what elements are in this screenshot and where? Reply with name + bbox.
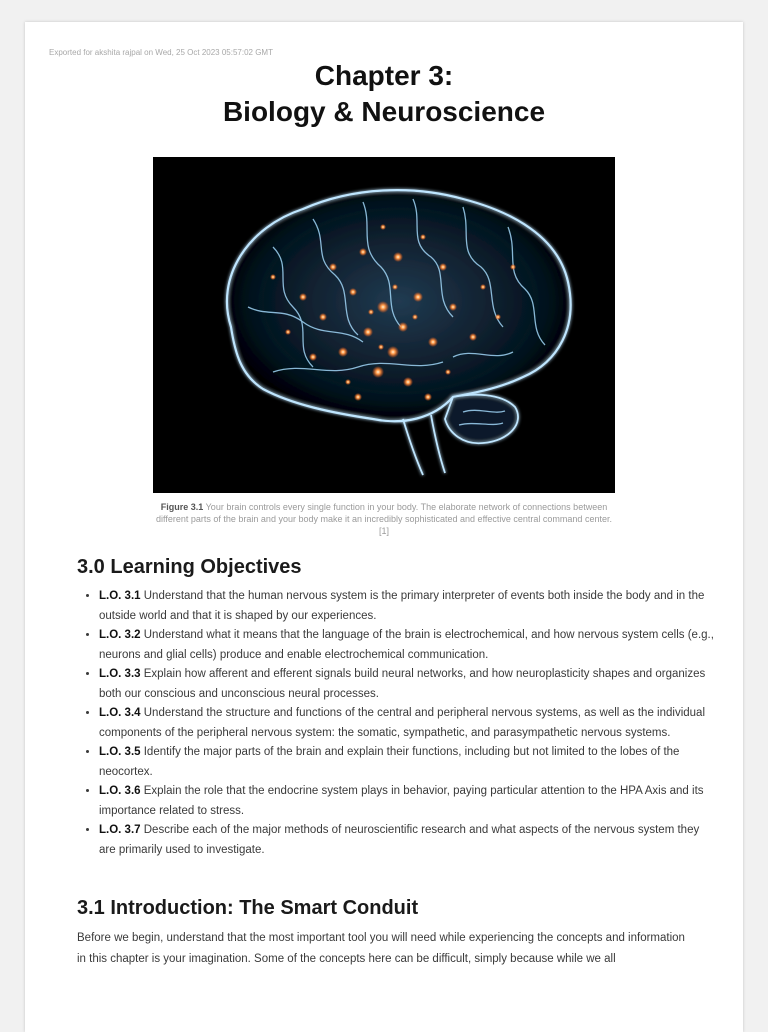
objective-code: L.O. 3.5: [99, 746, 141, 758]
objective-text: Understand what it means that the language of the brain is electrochemical, and how nervous system cells (e.g., neurons and glial cells) produce and enable electrochemical communication.: [99, 629, 714, 661]
list-item: [99, 626, 715, 665]
objective-text: Understand that the human nervous system is the primary interpreter of events both inside the body and in the outside world and that it is shaped by our experiences.: [99, 590, 705, 622]
learning-objectives-list: [77, 587, 715, 860]
objective-text: Explain the role that the endocrine system plays in behavior, paying particular attention to the HPA Axis and its importance related to stress.: [99, 785, 704, 817]
objective-code: L.O. 3.1: [99, 590, 141, 602]
list-item: [99, 665, 715, 704]
objective-code: L.O. 3.6: [99, 785, 141, 797]
chapter-title-line1: Chapter 3:: [314, 60, 454, 91]
list-item: [99, 782, 715, 821]
objective-code: L.O. 3.3: [99, 668, 141, 680]
objective-code: L.O. 3.4: [99, 707, 141, 719]
list-item: [99, 743, 715, 782]
figure-label: Figure 3.1: [160, 502, 204, 512]
introduction-paragraph: Before we begin, understand that the most important tool you will need while experiencing the concepts and information in this chapter is your imagination. Some of the concepts here can be difficult, simply because while we all: [77, 932, 685, 965]
brain-illustration: [153, 157, 615, 493]
introduction-heading: 3.1 Introduction: The Smart Conduit: [77, 897, 419, 919]
export-note: Exported for akshita rajpal on Wed, 25 Oct 2023 05:57:02 GMT: [49, 48, 273, 57]
chapter-title-line2: Biology & Neuroscience: [222, 96, 546, 127]
list-item: [99, 821, 715, 860]
list-item: [99, 704, 715, 743]
objective-code: L.O. 3.2: [99, 629, 141, 641]
objective-text: Understand the structure and functions of the central and peripheral nervous systems, as well as the individual components of the peripheral nervous system: the somatic, sympathetic, and parasympathetic nervous systems.: [99, 707, 705, 739]
document-page: [25, 22, 743, 1032]
objective-text: Describe each of the major methods of neuroscientific research and what aspects of the nervous system they are primarily used to investigate.: [99, 824, 700, 856]
learning-objectives-heading: 3.0 Learning Objectives: [77, 556, 302, 578]
figure-caption: [153, 501, 615, 537]
chapter-title: [25, 58, 743, 130]
objective-text: Explain how afferent and efferent signals build neural networks, and how neuroplasticity shapes and organizes both our conscious and unconscious neural processes.: [99, 668, 706, 700]
figure-caption-text: Your brain controls every single function in your body. The elaborate network of connections between different parts of the brain and your body make it an incredibly sophisticated and effective central command center. [1]: [156, 502, 612, 536]
objective-code: L.O. 3.7: [99, 824, 141, 836]
objective-text: Identify the major parts of the brain and explain their functions, including but not limited to the lobes of the neocortex.: [99, 746, 680, 778]
list-item: [99, 587, 715, 626]
brain-figure-image: [153, 157, 615, 493]
